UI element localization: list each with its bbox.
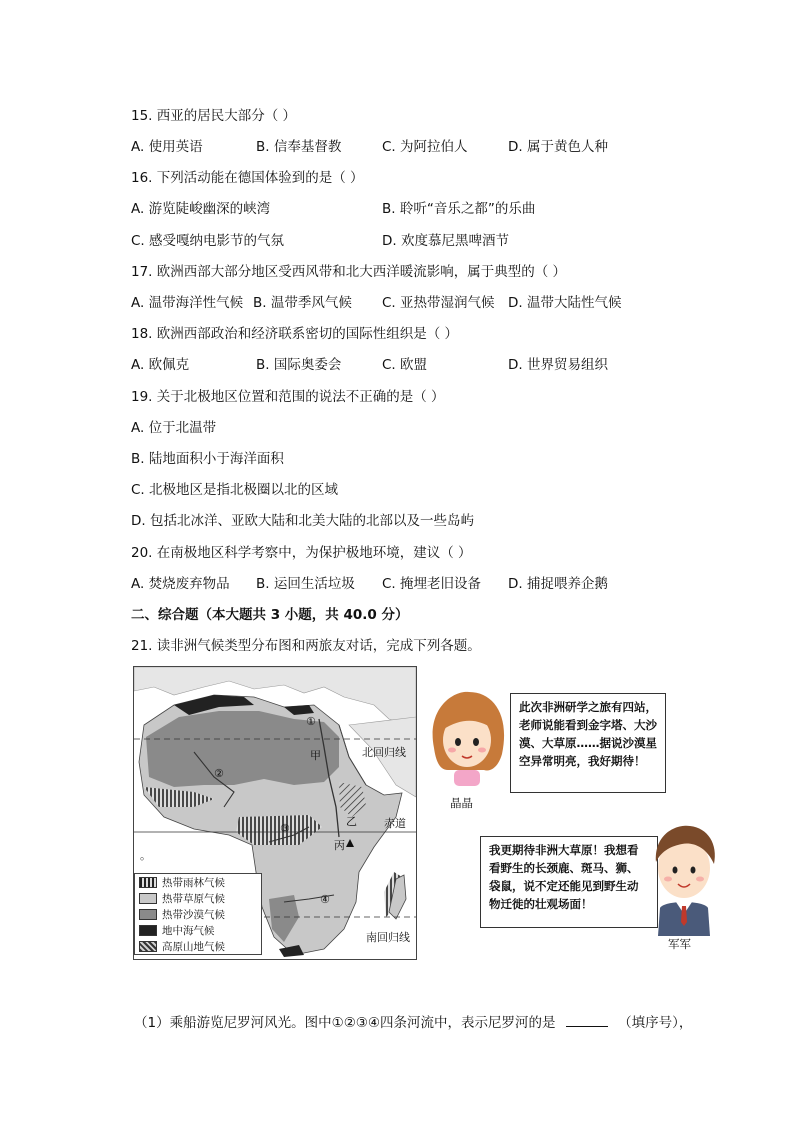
q15-option-a: A. 使用英语 [131, 139, 203, 155]
label-tropic-south: 南回归线 [366, 931, 410, 944]
q21-stem: 21. 读非洲气候类型分布图和两旅友对话，完成下列各题。 [131, 638, 481, 654]
label-bing: 丙 [334, 839, 345, 852]
label-yi: 乙 [346, 815, 357, 828]
sub1-text-after: （填序号）， [618, 1015, 693, 1031]
legend-item [135, 874, 261, 890]
q16-option-a: A. 游览陡峻幽深的峡湾 [131, 201, 271, 217]
q20-option-c: C. 掩埋老旧设备 [382, 576, 482, 592]
legend-swatch [139, 909, 157, 920]
q16-stem: 16. 下列活动能在德国体验到的是（ ） [131, 170, 364, 186]
answer-blank[interactable] [566, 1014, 608, 1027]
q18-stem: 18. 欧洲西部政治和经济联系密切的国际性组织是（ ） [131, 326, 459, 342]
legend-swatch [139, 941, 157, 952]
q19-option-b: B. 陆地面积小于海洋面积 [131, 451, 284, 467]
legend-item [135, 938, 261, 954]
junjun-speech-bubble: 我更期待非洲大草原！我想看看野生的长颈鹿、斑马、狮、袋鼠，说不定还能见到野生动物迁徙的壮观场面！ [480, 836, 658, 928]
q21-sub1 [134, 1011, 692, 1031]
q15-option-b: B. 信奉基督教 [256, 139, 342, 155]
q16-option-d: D. 欢度慕尼黑啤酒节 [382, 233, 509, 249]
q18-option-d: D. 世界贸易组织 [508, 357, 608, 373]
legend-label: 地中海气候 [162, 924, 215, 937]
legend-item [135, 922, 261, 938]
q17-option-d: D. 温带大陆性气候 [508, 295, 622, 311]
q16-option-b: B. 聆听“音乐之都”的乐曲 [382, 201, 536, 217]
boy-junjun-illustration [646, 822, 722, 936]
q20-option-a: A. 焚烧废弃物品 [131, 576, 230, 592]
legend-label: 热带雨林气候 [162, 876, 225, 889]
river-label-1: ① [306, 715, 316, 728]
q15-option-d: D. 属于黄色人种 [508, 139, 608, 155]
section-heading: 二、综合题（本大题共 3 小题，共 40.0 分） [131, 607, 409, 623]
q18-option-b: B. 国际奥委会 [256, 357, 342, 373]
legend-swatch [139, 877, 157, 888]
legend-item [135, 906, 261, 922]
q16-option-c: C. 感受嘎纳电影节的气氛 [131, 233, 285, 249]
river-label-4: ④ [320, 893, 330, 906]
river-label-2: ② [214, 767, 224, 780]
boy-name: 军军 [668, 937, 691, 951]
river-label-3: ③ [280, 822, 290, 835]
label-tropic-north: 北回归线 [362, 746, 406, 759]
map-legend [134, 873, 262, 955]
q19-stem: 19. 关于北极地区位置和范围的说法不正确的是（ ） [131, 389, 445, 405]
label-equator: 赤道 [384, 817, 406, 830]
q17-option-b: B. 温带季风气候 [253, 295, 352, 311]
africa-climate-map [133, 666, 417, 960]
girl-name: 晶晶 [450, 796, 473, 810]
label-dot: 。 [140, 849, 151, 862]
jingjing-speech-bubble: 此次非洲研学之旅有四站，老师说能看到金字塔、大沙漠、大草原……据说沙漠星空异常明亮，我好期待！ [510, 693, 666, 793]
q19-option-c: C. 北极地区是指北极圈以北的区域 [131, 482, 339, 498]
q19-option-d: D. 包括北冰洋、亚欧大陆和北美大陆的北部以及一些岛屿 [131, 513, 474, 529]
q15-option-c: C. 为阿拉伯人 [382, 139, 468, 155]
girl-jingjing-illustration [424, 688, 510, 794]
q20-option-b: B. 运回生活垃圾 [256, 576, 355, 592]
q17-option-c: C. 亚热带湿润气候 [382, 295, 495, 311]
label-jia: 甲 [310, 749, 321, 762]
q18-option-c: C. 欧盟 [382, 357, 428, 373]
legend-label: 热带沙漠气候 [162, 908, 225, 921]
q18-option-a: A. 欧佩克 [131, 357, 190, 373]
q15-stem: 15. 西亚的居民大部分（ ） [131, 108, 297, 124]
legend-item [135, 890, 261, 906]
legend-label: 高原山地气候 [162, 940, 225, 953]
q17-option-a: A. 温带海洋性气候 [131, 295, 244, 311]
legend-label: 热带草原气候 [162, 892, 225, 905]
legend-swatch [139, 925, 157, 936]
q20-stem: 20. 在南极地区科学考察中，为保护极地环境，建议（ ） [131, 545, 472, 561]
q17-stem: 17. 欧洲西部大部分地区受西风带和北大西洋暖流影响，属于典型的（ ） [131, 264, 567, 280]
sub1-text-before: （1）乘船游览尼罗河风光。图中①②③④四条河流中，表示尼罗河的是 [134, 1015, 556, 1031]
q20-option-d: D. 捕捉喂养企鹅 [508, 576, 608, 592]
legend-swatch [139, 893, 157, 904]
q19-option-a: A. 位于北温带 [131, 420, 217, 436]
